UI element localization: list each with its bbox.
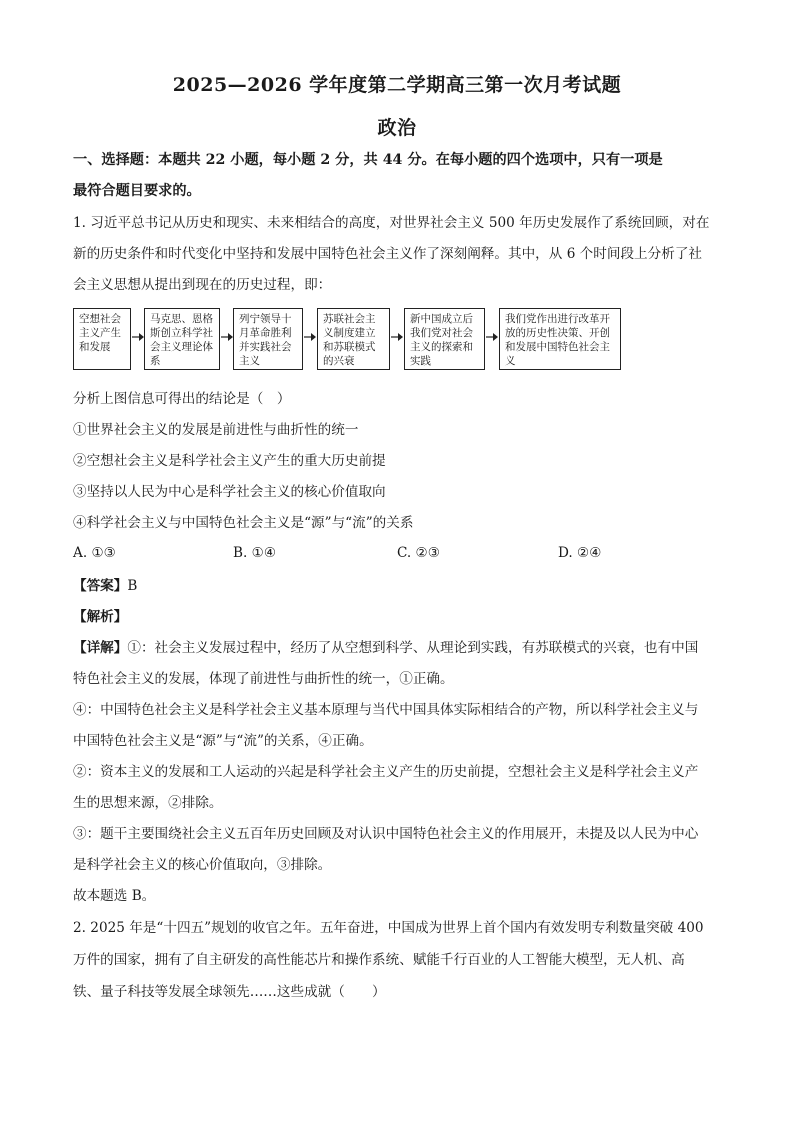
flow-arrow-icon (486, 332, 498, 342)
q1-analysis-line (73, 607, 723, 627)
flow-box-6: 我们党作出进行改革开放的历史性决策、开创和发展中国特色社会主义 (499, 308, 621, 370)
flow-box-3: 列宁领导十月革命胜利并实践社会主义 (233, 308, 303, 370)
detail-text: ①：社会主义发展过程中，经历了从空想到科学、从理论到实践，有苏联模式的兴衰，也有中国 (127, 640, 699, 656)
section-heading-line2: 最符合题目要求的。 (73, 183, 201, 199)
flow-arrow-icon (132, 332, 144, 342)
q1-stem-line: 新的历史条件和时代变化中坚持和发展中国特色社会主义作了深刻阐释。其中，从 6 个时间段上分析了社 (73, 246, 703, 262)
answer-tag: 【答案】 (73, 578, 128, 594)
q1-prompt: 分析上图信息可得出的结论是（ ） (73, 391, 291, 407)
q1-option-d: D. ②④ (558, 545, 602, 561)
flow-arrow-icon (221, 332, 233, 342)
q1-stem-line: 1. 习近平总书记从历史和现实、未来相结合的高度，对世界社会主义 500 年历史发展作了系统回顾，对在 (73, 215, 710, 231)
analysis-tag: 【解析】 (73, 609, 128, 625)
q1-statement: ②空想社会主义是科学社会主义产生的重大历史前提 (73, 453, 386, 469)
q2-stem-line: 2. 2025 年是“十四五”规划的收官之年。五年奋进，中国成为世界上首个国内有效发明专利数量突破 400 (73, 920, 704, 936)
section-heading-line1: 一、选择题：本题共 22 小题，每小题 2 分，共 44 分。在每小题的四个选项中，只有一项是 (73, 152, 663, 168)
q1-option-b: B. ①④ (233, 545, 277, 561)
q1-statement: ④科学社会主义与中国特色社会主义是“源”与“流”的关系 (73, 515, 414, 531)
answer-value: B (127, 578, 138, 594)
q2-stem-line: 万件的国家，拥有了自主研发的高性能芯片和操作系统、赋能千行百业的人工智能大模型，无人机、高 (73, 952, 685, 968)
flow-arrow-icon (304, 332, 316, 342)
flow-box-5: 新中国成立后我们党对社会主义的探索和实践 (404, 308, 485, 370)
q1-statement: ③坚持以人民为中心是科学社会主义的核心价值取向 (73, 484, 386, 500)
q1-stem-line: 会主义思想从提出到现在的历史过程，即： (73, 277, 332, 293)
q1-detail-line: 特色社会主义的发展，体现了前进性与曲折性的统一，①正确。 (73, 671, 454, 687)
flow-box-4: 苏联社会主义制度建立和苏联模式的兴衰 (317, 308, 390, 370)
q1-detail-line: 是科学社会主义的核心价值取向，③排除。 (73, 857, 332, 873)
q1-detail-line: ④：中国特色社会主义是科学社会主义基本原理与当代中国具体实际相结合的产物，所以科学社会主义与 (73, 702, 699, 718)
flow-box-1: 空想社会主义产生和发展 (73, 308, 131, 370)
q1-detail-line: 中国特色社会主义是“源”与“流”的关系，④正确。 (73, 733, 373, 749)
q1-option-c: C. ②③ (397, 545, 440, 561)
q1-detail-line: 生的思想来源，②排除。 (73, 795, 223, 811)
q1-detail-line: ②：资本主义的发展和工人运动的兴起是科学社会主义产生的历史前提，空想社会主义是科学社会主义产 (73, 764, 699, 780)
q2-stem-line: 铁、量子科技等发展全球领先……这些成就（ ） (73, 984, 386, 1000)
q1-answer-line (73, 576, 723, 596)
q1-statement: ①世界社会主义的发展是前进性与曲折性的统一 (73, 422, 359, 438)
subject-title: 政治 (377, 117, 417, 139)
exam-title: 2025—2026 学年度第二学期高三第一次月考试题 (172, 74, 622, 96)
q1-detail-line (73, 638, 723, 658)
detail-tag: 【详解】 (73, 640, 128, 656)
flow-arrow-icon (391, 332, 403, 342)
q1-detail-line: ③：题干主要围绕社会主义五百年历史回顾及对认识中国特色社会主义的作用展开，未提及以人民为中心 (73, 826, 699, 842)
q1-option-a: A. ①③ (73, 545, 116, 561)
flow-box-2: 马克思、恩格斯创立科学社会主义理论体系 (144, 308, 220, 370)
q1-conclusion: 故本题选 B。 (73, 888, 156, 904)
